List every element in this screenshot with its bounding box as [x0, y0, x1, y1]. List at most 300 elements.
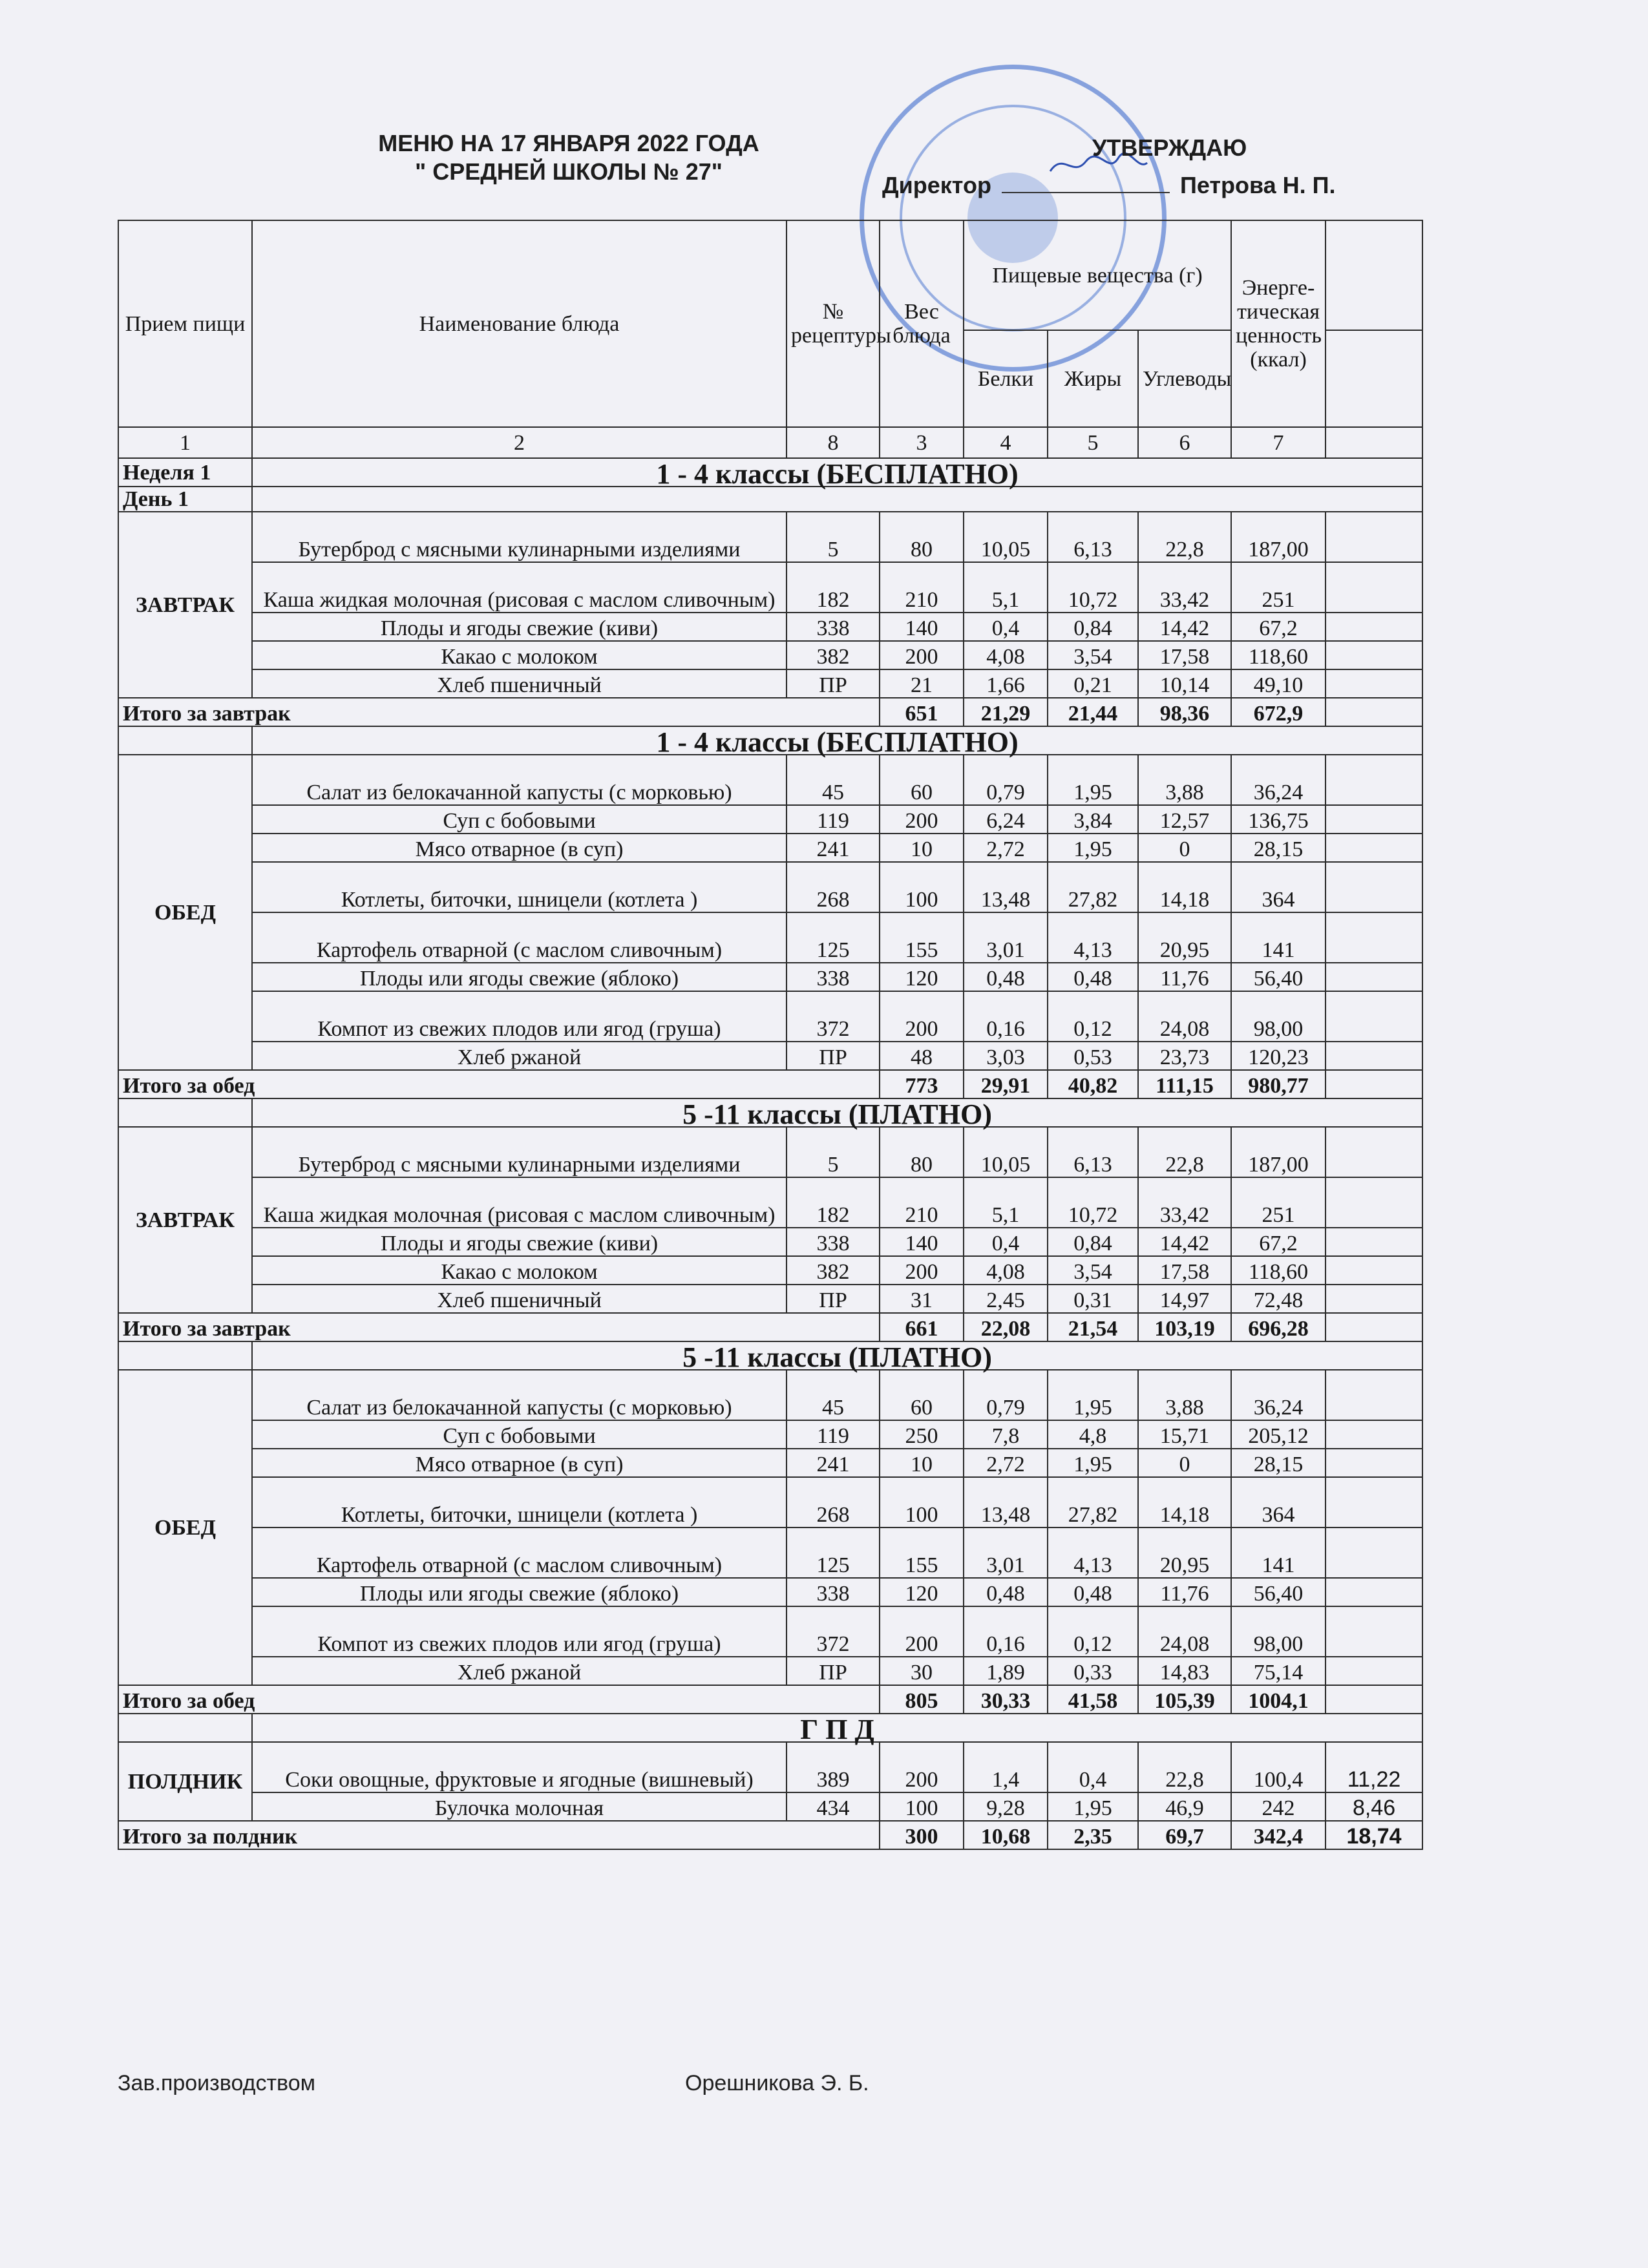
col-number: 8 — [787, 427, 880, 458]
fats: 0,53 — [1048, 1042, 1138, 1070]
header-dish: Наименование блюда — [252, 220, 787, 427]
table-row — [118, 1256, 1422, 1285]
carbs: 24,08 — [1138, 1606, 1231, 1657]
fats: 6,13 — [1048, 512, 1138, 562]
menu-title-line1: МЕНЮ НА 17 ЯНВАРЯ 2022 ГОДА — [378, 130, 759, 156]
dish-name: Компот из свежих плодов или ягод (груша) — [252, 1606, 787, 1657]
empty-cell — [118, 1341, 252, 1370]
weight: 200 — [880, 805, 964, 834]
proteins: 5,1 — [964, 1177, 1048, 1228]
dish-name: Салат из белокачанной капусты (с морковью) — [252, 755, 787, 805]
dish-name: Котлеты, биточки, шницели (котлета ) — [252, 1477, 787, 1528]
empty-cell — [1326, 562, 1422, 613]
carbs: 3,88 — [1138, 755, 1231, 805]
total-value: 651 — [880, 698, 964, 726]
dish-name: Мясо отварное (в суп) — [252, 834, 787, 862]
meal-label: ПОЛДНИК — [118, 1742, 252, 1821]
recipe-number: 382 — [787, 1256, 880, 1285]
table-row — [118, 562, 1422, 613]
dish-name: Хлеб пшеничный — [252, 1285, 787, 1313]
carbs: 22,8 — [1138, 1742, 1231, 1792]
carbs: 17,58 — [1138, 641, 1231, 669]
weight: 100 — [880, 862, 964, 912]
empty-cell — [1326, 1127, 1422, 1177]
weight: 10 — [880, 1449, 964, 1477]
table-row — [118, 1177, 1422, 1228]
fats: 10,72 — [1048, 562, 1138, 613]
fats: 1,95 — [1048, 1370, 1138, 1420]
menu-title — [304, 129, 834, 186]
table-row — [118, 1285, 1422, 1313]
weight: 21 — [880, 669, 964, 698]
table-row — [118, 1042, 1422, 1070]
empty-cell — [1326, 1477, 1422, 1528]
header-carbs: Углеводы — [1138, 330, 1231, 427]
header-recipe: № рецептуры — [787, 220, 880, 427]
carbs: 0 — [1138, 834, 1231, 862]
section-title: Г П Д — [252, 1714, 1422, 1742]
fats: 0,84 — [1048, 1228, 1138, 1256]
fats: 0,48 — [1048, 963, 1138, 991]
energy: 36,24 — [1231, 755, 1326, 805]
director-label: Директор — [882, 172, 991, 198]
total-value: 672,9 — [1231, 698, 1326, 726]
empty-cell — [1326, 1685, 1422, 1714]
empty-cell — [1326, 1449, 1422, 1477]
meal-label: ОБЕД — [118, 1370, 252, 1685]
proteins: 0,4 — [964, 1228, 1048, 1256]
weight: 155 — [880, 912, 964, 963]
menu-title-line2: " СРЕДНЕЙ ШКОЛЫ № 27" — [415, 158, 723, 185]
extra-value: 11,22 — [1326, 1742, 1422, 1792]
empty-cell — [252, 487, 1422, 512]
total-row — [118, 1070, 1422, 1098]
empty-cell — [1326, 1177, 1422, 1228]
table-row — [118, 862, 1422, 912]
table-row — [118, 1528, 1422, 1578]
dish-name: Мясо отварное (в суп) — [252, 1449, 787, 1477]
empty-cell — [1326, 669, 1422, 698]
table-row — [118, 1127, 1422, 1177]
col-number: 7 — [1231, 427, 1326, 458]
weight: 80 — [880, 512, 964, 562]
table-row — [118, 834, 1422, 862]
proteins: 9,28 — [964, 1792, 1048, 1821]
carbs: 17,58 — [1138, 1256, 1231, 1285]
proteins: 1,66 — [964, 669, 1048, 698]
fats: 27,82 — [1048, 1477, 1138, 1528]
table-row — [118, 963, 1422, 991]
dish-name: Картофель отварной (с маслом сливочным) — [252, 1528, 787, 1578]
energy: 118,60 — [1231, 641, 1326, 669]
total-value: 661 — [880, 1313, 964, 1341]
carbs: 15,71 — [1138, 1420, 1231, 1449]
dish-name: Салат из белокачанной капусты (с морковью) — [252, 1370, 787, 1420]
weight: 60 — [880, 755, 964, 805]
weight: 210 — [880, 562, 964, 613]
total-label: Итого за завтрак — [118, 1313, 880, 1341]
proteins: 6,24 — [964, 805, 1048, 834]
proteins: 3,01 — [964, 912, 1048, 963]
energy: 136,75 — [1231, 805, 1326, 834]
proteins: 2,45 — [964, 1285, 1048, 1313]
weight: 31 — [880, 1285, 964, 1313]
table-row — [118, 1420, 1422, 1449]
fats: 1,95 — [1048, 834, 1138, 862]
total-value: 10,68 — [964, 1821, 1048, 1849]
table-row — [118, 641, 1422, 669]
proteins: 0,79 — [964, 1370, 1048, 1420]
dish-name: Суп с бобовыми — [252, 805, 787, 834]
fats: 0,12 — [1048, 1606, 1138, 1657]
fats: 27,82 — [1048, 862, 1138, 912]
section-header-row — [118, 1714, 1422, 1742]
fats: 0,31 — [1048, 1285, 1138, 1313]
empty-cell — [118, 1098, 252, 1127]
meal-label: ОБЕД — [118, 755, 252, 1070]
signature-line — [1002, 173, 1170, 193]
header-proteins: Белки — [964, 330, 1048, 427]
header-weight: Вес блюда — [880, 220, 964, 427]
section-header-row — [118, 1098, 1422, 1127]
footer-role: Зав.производством — [118, 2071, 315, 2095]
total-label: Итого за обед — [118, 1070, 880, 1098]
total-value: 342,4 — [1231, 1821, 1326, 1849]
total-value: 21,29 — [964, 698, 1048, 726]
dish-name: Бутерброд с мясными кулинарными изделиями — [252, 1127, 787, 1177]
fats: 3,54 — [1048, 1256, 1138, 1285]
col-number: 1 — [118, 427, 252, 458]
proteins: 10,05 — [964, 512, 1048, 562]
energy: 251 — [1231, 1177, 1326, 1228]
total-value: 21,44 — [1048, 698, 1138, 726]
carbs: 14,18 — [1138, 1477, 1231, 1528]
recipe-number: 241 — [787, 834, 880, 862]
energy: 56,40 — [1231, 1578, 1326, 1606]
fats: 6,13 — [1048, 1127, 1138, 1177]
proteins: 0,48 — [964, 963, 1048, 991]
empty-cell — [1326, 1420, 1422, 1449]
proteins: 0,48 — [964, 1578, 1048, 1606]
proteins: 0,16 — [964, 991, 1048, 1042]
energy: 118,60 — [1231, 1256, 1326, 1285]
total-value: 98,36 — [1138, 698, 1231, 726]
empty-cell — [1326, 1070, 1422, 1098]
energy: 72,48 — [1231, 1285, 1326, 1313]
dish-name: Хлеб ржаной — [252, 1657, 787, 1685]
table-row — [118, 1228, 1422, 1256]
fats: 0,33 — [1048, 1657, 1138, 1685]
total-row — [118, 1685, 1422, 1714]
total-row — [118, 698, 1422, 726]
header-nutrients: Пищевые вещества (г) — [964, 220, 1231, 330]
weight: 30 — [880, 1657, 964, 1685]
table-row — [118, 1742, 1422, 1792]
table-row — [118, 1477, 1422, 1528]
energy: 187,00 — [1231, 512, 1326, 562]
total-value: 980,77 — [1231, 1070, 1326, 1098]
header-fats: Жиры — [1048, 330, 1138, 427]
fats: 4,8 — [1048, 1420, 1138, 1449]
carbs: 14,18 — [1138, 862, 1231, 912]
energy: 141 — [1231, 912, 1326, 963]
weight: 120 — [880, 963, 964, 991]
weight: 80 — [880, 1127, 964, 1177]
table-row — [118, 1449, 1422, 1477]
weight: 210 — [880, 1177, 964, 1228]
total-value: 805 — [880, 1685, 964, 1714]
fats: 0,4 — [1048, 1742, 1138, 1792]
proteins: 0,79 — [964, 755, 1048, 805]
carbs: 14,42 — [1138, 1228, 1231, 1256]
dish-name: Булочка молочная — [252, 1792, 787, 1821]
total-value: 29,91 — [964, 1070, 1048, 1098]
section-header-row — [118, 458, 1422, 487]
recipe-number: 5 — [787, 1127, 880, 1177]
fats: 3,84 — [1048, 805, 1138, 834]
recipe-number: 382 — [787, 641, 880, 669]
recipe-number: ПР — [787, 1042, 880, 1070]
table-row — [118, 512, 1422, 562]
total-value: 111,15 — [1138, 1070, 1231, 1098]
weight: 60 — [880, 1370, 964, 1420]
carbs: 14,42 — [1138, 613, 1231, 641]
dish-name: Котлеты, биточки, шницели (котлета ) — [252, 862, 787, 912]
weight: 100 — [880, 1477, 964, 1528]
section-header-row — [118, 726, 1422, 755]
fats: 0,84 — [1048, 613, 1138, 641]
carbs: 14,83 — [1138, 1657, 1231, 1685]
carbs: 22,8 — [1138, 512, 1231, 562]
empty-cell — [1326, 755, 1422, 805]
fats: 0,21 — [1048, 669, 1138, 698]
energy: 187,00 — [1231, 1127, 1326, 1177]
weight: 100 — [880, 1792, 964, 1821]
weight: 155 — [880, 1528, 964, 1578]
empty-cell — [1326, 698, 1422, 726]
energy: 242 — [1231, 1792, 1326, 1821]
recipe-number: 372 — [787, 1606, 880, 1657]
total-value: 21,54 — [1048, 1313, 1138, 1341]
dish-name: Хлеб ржаной — [252, 1042, 787, 1070]
energy: 28,15 — [1231, 834, 1326, 862]
table-row — [118, 1792, 1422, 1821]
col-number: 3 — [880, 427, 964, 458]
energy: 67,2 — [1231, 613, 1326, 641]
carbs: 20,95 — [1138, 912, 1231, 963]
total-value: 2,35 — [1048, 1821, 1138, 1849]
carbs: 33,42 — [1138, 562, 1231, 613]
fats: 1,95 — [1048, 1792, 1138, 1821]
header-extra-bottom — [1326, 330, 1422, 427]
carbs: 3,88 — [1138, 1370, 1231, 1420]
energy: 100,4 — [1231, 1742, 1326, 1792]
table-row — [118, 1657, 1422, 1685]
weight: 120 — [880, 1578, 964, 1606]
col-number: 4 — [964, 427, 1048, 458]
empty-cell — [1326, 805, 1422, 834]
weight: 140 — [880, 1228, 964, 1256]
weight: 140 — [880, 613, 964, 641]
carbs: 10,14 — [1138, 669, 1231, 698]
recipe-number: 182 — [787, 1177, 880, 1228]
dish-name: Соки овощные, фруктовые и ягодные (вишневый) — [252, 1742, 787, 1792]
total-value: 69,7 — [1138, 1821, 1231, 1849]
empty-cell — [1326, 1042, 1422, 1070]
empty-cell — [1326, 512, 1422, 562]
recipe-number: 241 — [787, 1449, 880, 1477]
energy: 364 — [1231, 862, 1326, 912]
energy: 205,12 — [1231, 1420, 1326, 1449]
proteins: 2,72 — [964, 834, 1048, 862]
carbs: 20,95 — [1138, 1528, 1231, 1578]
dish-name: Плоды и ягоды свежие (киви) — [252, 613, 787, 641]
table-row — [118, 1578, 1422, 1606]
approval-block — [882, 129, 1373, 204]
recipe-number: ПР — [787, 1657, 880, 1685]
energy: 98,00 — [1231, 991, 1326, 1042]
carbs: 46,9 — [1138, 1792, 1231, 1821]
weight: 200 — [880, 1256, 964, 1285]
total-label: Итого за завтрак — [118, 698, 880, 726]
fats: 0,48 — [1048, 1578, 1138, 1606]
empty-cell — [1326, 613, 1422, 641]
energy: 120,23 — [1231, 1042, 1326, 1070]
section-title: 1 - 4 классы (БЕСПЛАТНО) — [252, 458, 1422, 487]
empty-cell — [1326, 1313, 1422, 1341]
empty-cell — [1326, 1256, 1422, 1285]
table-row — [118, 991, 1422, 1042]
empty-cell — [1326, 1370, 1422, 1420]
carbs: 33,42 — [1138, 1177, 1231, 1228]
weight: 200 — [880, 1742, 964, 1792]
approve-label: УТВЕРЖДАЮ — [1092, 134, 1247, 161]
energy: 364 — [1231, 1477, 1326, 1528]
col-number: 6 — [1138, 427, 1231, 458]
empty-cell — [1326, 1578, 1422, 1606]
empty-cell — [1326, 963, 1422, 991]
recipe-number: 434 — [787, 1792, 880, 1821]
total-row — [118, 1313, 1422, 1341]
dish-name: Компот из свежих плодов или ягод (груша) — [252, 991, 787, 1042]
fats: 0,12 — [1048, 991, 1138, 1042]
proteins: 13,48 — [964, 1477, 1048, 1528]
total-value: 696,28 — [1231, 1313, 1326, 1341]
recipe-number: ПР — [787, 669, 880, 698]
dish-name: Бутерброд с мясными кулинарными изделиями — [252, 512, 787, 562]
carbs: 14,97 — [1138, 1285, 1231, 1313]
proteins: 3,01 — [964, 1528, 1048, 1578]
fats: 1,95 — [1048, 1449, 1138, 1477]
proteins: 5,1 — [964, 562, 1048, 613]
weight: 10 — [880, 834, 964, 862]
director-name: Петрова Н. П. — [1179, 172, 1336, 198]
empty-cell — [1326, 1606, 1422, 1657]
empty-cell — [1326, 641, 1422, 669]
header-extra-top — [1326, 220, 1422, 330]
table-row — [118, 755, 1422, 805]
weight: 48 — [880, 1042, 964, 1070]
recipe-number: 45 — [787, 755, 880, 805]
recipe-number: 125 — [787, 1528, 880, 1578]
empty-cell — [1326, 834, 1422, 862]
total-row — [118, 1821, 1422, 1849]
weight: 200 — [880, 641, 964, 669]
dish-name: Какао с молоком — [252, 1256, 787, 1285]
proteins: 1,89 — [964, 1657, 1048, 1685]
table-row — [118, 1370, 1422, 1420]
proteins: 2,72 — [964, 1449, 1048, 1477]
proteins: 1,4 — [964, 1742, 1048, 1792]
carbs: 11,76 — [1138, 1578, 1231, 1606]
recipe-number: 5 — [787, 512, 880, 562]
fats: 4,13 — [1048, 912, 1138, 963]
empty-cell — [118, 726, 252, 755]
recipe-number: 182 — [787, 562, 880, 613]
recipe-number: 125 — [787, 912, 880, 963]
total-value: 300 — [880, 1821, 964, 1849]
week-label: Неделя 1 — [118, 458, 252, 487]
weight: 200 — [880, 991, 964, 1042]
carbs: 12,57 — [1138, 805, 1231, 834]
section-title: 5 -11 классы (ПЛАТНО) — [252, 1098, 1422, 1127]
empty-cell — [1326, 1228, 1422, 1256]
carbs: 11,76 — [1138, 963, 1231, 991]
dish-name: Каша жидкая молочная (рисовая с маслом сливочным) — [252, 562, 787, 613]
total-value: 1004,1 — [1231, 1685, 1326, 1714]
proteins: 13,48 — [964, 862, 1048, 912]
dish-name: Какао с молоком — [252, 641, 787, 669]
dish-name: Хлеб пшеничный — [252, 669, 787, 698]
recipe-number: 338 — [787, 613, 880, 641]
recipe-number: 338 — [787, 1228, 880, 1256]
empty-cell — [1326, 862, 1422, 912]
recipe-number: 268 — [787, 1477, 880, 1528]
energy: 67,2 — [1231, 1228, 1326, 1256]
energy: 141 — [1231, 1528, 1326, 1578]
col-number: 5 — [1048, 427, 1138, 458]
total-label: Итого за полдник — [118, 1821, 880, 1849]
section-header-row — [118, 1341, 1422, 1370]
table-row — [118, 613, 1422, 641]
proteins: 3,03 — [964, 1042, 1048, 1070]
empty-cell — [1326, 1657, 1422, 1685]
table-row — [118, 669, 1422, 698]
total-value: 105,39 — [1138, 1685, 1231, 1714]
total-value: 22,08 — [964, 1313, 1048, 1341]
carbs: 23,73 — [1138, 1042, 1231, 1070]
energy: 251 — [1231, 562, 1326, 613]
energy: 36,24 — [1231, 1370, 1326, 1420]
fats: 4,13 — [1048, 1528, 1138, 1578]
total-value: 103,19 — [1138, 1313, 1231, 1341]
dish-name: Плоды или ягоды свежие (яблоко) — [252, 963, 787, 991]
proteins: 7,8 — [964, 1420, 1048, 1449]
header-energy: Энерге-тическая ценность (ккал) — [1231, 220, 1326, 427]
table-row — [118, 1606, 1422, 1657]
dish-name: Каша жидкая молочная (рисовая с маслом сливочным) — [252, 1177, 787, 1228]
recipe-number: 268 — [787, 862, 880, 912]
total-value: 773 — [880, 1070, 964, 1098]
day-row — [118, 487, 1422, 512]
menu-table — [118, 220, 1423, 1850]
carbs: 0 — [1138, 1449, 1231, 1477]
recipe-number: 45 — [787, 1370, 880, 1420]
section-title: 1 - 4 классы (БЕСПЛАТНО) — [252, 726, 1422, 755]
empty-cell — [1326, 991, 1422, 1042]
proteins: 10,05 — [964, 1127, 1048, 1177]
recipe-number: 338 — [787, 963, 880, 991]
